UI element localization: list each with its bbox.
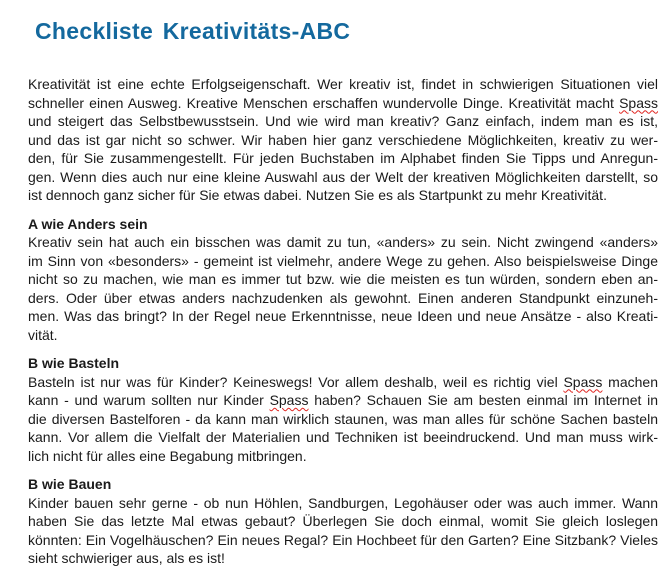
section-heading: A wie Anders sein: [28, 215, 148, 232]
document-section: [28, 475, 658, 568]
text-line: die diversen Bastelforen - da kann man wirklich staunen, was man alles für schöne Sachen basteln: [28, 410, 658, 427]
text-line: und steigert das Selbstbewusstsein. Und wie wird man kreativ? Ganz einfach, indem man es ist,: [28, 113, 658, 129]
text-line: den, für Sie zusammengestellt. Für jeden Buchstaben im Alphabet finden Sie Tipps und Anregun-: [28, 150, 658, 166]
misspelled-word: Spass: [563, 373, 603, 390]
text-line: haben Sie das letzte Mal etwas gebaut? Überlegen Sie doch einmal, womit Sie gleich loslegen: [28, 513, 658, 529]
text-line: schneller einen Ausweg. Kreative Menschen erschaffen wundervolle Dinge. Kreativität macht Spass: [28, 94, 658, 111]
text-line: könnten: Ein Vogelhäuschen? Ein neues Regal? Ein Hochbeet für den Garten? Eine Sitzbank? Vieles: [28, 531, 658, 548]
section-heading: B wie Basteln: [28, 355, 120, 371]
section-heading: B wie Bauen: [28, 476, 112, 492]
text-line: kann - und warum sollten nur Kinder Spass haben? Schauen Sie am besten einmal im Internet in: [28, 392, 658, 408]
misspelled-word: Spass: [269, 392, 309, 408]
text-line: Kreativität ist eine echte Erfolgseigenschaft. Wer kreativ ist, findet in schwierigen Situationen viel: [28, 76, 658, 92]
page-title: Checkliste Kreativitäts-ABC: [35, 18, 351, 44]
document-section: [28, 215, 658, 345]
text-line: sieht schwieriger aus, als es ist!: [28, 550, 225, 566]
document-section: [28, 354, 658, 465]
text-line: und das ist gar nicht so schwer. Wir haben hier ganz verschiedene Möglichkeiten, kreativ zu wer-: [28, 131, 658, 148]
text-line: Kreativ sein hat auch ein bisschen was damit zu tun, «anders» zu sein. Nicht zwingend «anders»: [28, 234, 658, 250]
text-line: men. Was das bringt? In der Regel neue Erkenntnisse, neue Ideen und neue Ansätze - also Kreati-: [28, 308, 658, 324]
text-line: im Sinn von «besonders» - gemeint ist vielmehr, andere Wege zu gehen. Also beispielsweise Dinge: [28, 252, 658, 269]
text-line: vität.: [28, 326, 58, 343]
text-line: ist dennoch ganz sicher für Sie etwas dabei. Nutzen Sie es als Startpunkt zu mehr Kreativität.: [28, 187, 607, 203]
text-line: nicht so zu machen, wie man es immer tut bzw. wie die meisten es tun würden, sondern eben an-: [28, 271, 658, 287]
document-section: [28, 75, 658, 205]
text-line: Kinder bauen sehr gerne - ob nun Höhlen, Sandburgen, Legohäuser oder was auch immer. Wann: [28, 494, 658, 511]
text-line: lich nicht für alles eine Begabung mitbringen.: [28, 447, 307, 464]
document-sections: [28, 75, 658, 568]
text-line: ders. Oder über etwas anders nachzudenken als gewohnt. Einen anderen Standpunkt einzuneh-: [28, 289, 658, 306]
text-line: Basteln ist nur was für Kinder? Keineswegs! Vor allem deshalb, weil es richtig viel Spass machen: [28, 373, 658, 390]
text-line: gen. Wenn dies auch nur eine kleine Auswahl aus der Welt der kreativen Möglichkeiten darstellt, so: [28, 168, 658, 185]
text-line: kann. Vor allem die Vielfalt der Materialien und Techniken ist beeindruckend. Und man muss wirk-: [28, 429, 658, 445]
misspelled-word: Spass: [619, 94, 658, 111]
